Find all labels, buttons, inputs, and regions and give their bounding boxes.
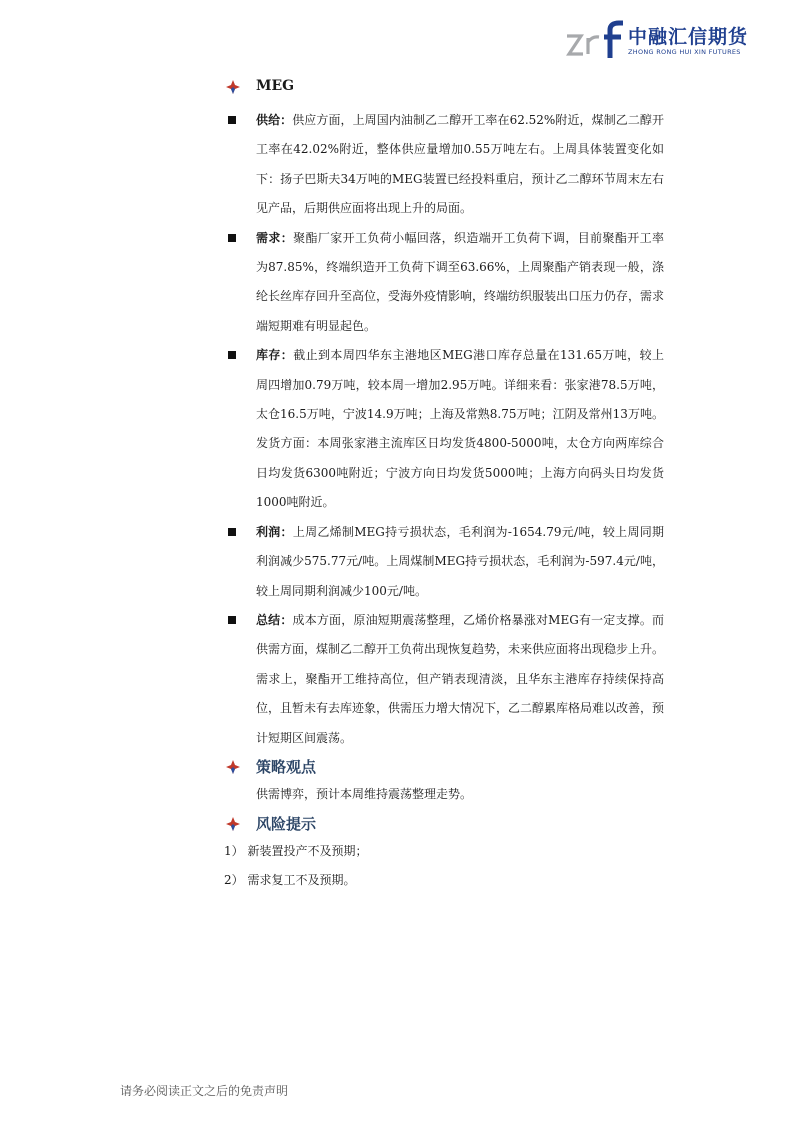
- item-label: 库存：: [256, 348, 294, 363]
- item-label: 总结：: [256, 612, 293, 627]
- item-text: 上周乙烯制MEG持亏损状态，毛利润为-1654.79元/吨，较上周同期利润减少575.77元/吨。上周煤制MEG持亏损状态，毛利润为-597.4元/吨，较上周同期利润减少100元/吨。: [256, 524, 664, 598]
- item-text: 供应方面，上周国内油制乙二醇开工率在62.52%附近，煤制乙二醇开工率在42.02%附近，整体供应量增加0.55万吨左右。上周具体装置变化如下：扬子巴斯夫34万吨的MEG装置已经投料重启，预计乙二醇环节周末左右见产品，后期供应面将出现上升的局面。: [256, 113, 664, 216]
- item-text: 成本方面，原油短期震荡整理，乙烯价格暴涨对MEG有一定支撑。而供需方面，煤制乙二醇开工负荷出现恢复趋势，未来供应面将出现稳步上升。需求上，聚酯开工维持高位，但产销表现清淡，且华东主港库存持续保持高位，且暂未有去库迹象，供需压力增大情况下，乙二醇累库格局难以改善，预计短期区间震荡。: [256, 612, 665, 745]
- company-logo: [566, 20, 756, 62]
- item-label: 供给：: [256, 113, 293, 127]
- disclaimer-footer: 请务必阅读正文之后的免责声明: [120, 1084, 289, 1098]
- item-label: 需求：: [256, 230, 294, 245]
- inventory-item: [224, 341, 664, 517]
- demand-item: [224, 224, 664, 342]
- item-text: 聚酯厂家开工负荷小幅回落，织造端开工负荷下调，目前聚酯开工率为87.85%，终端织造开工负荷下调至63.66%，上周聚酯产销表现一般，涤纶长丝库存回升至高位，受海外疫情影响，终端纺织服装出口压力仍存，需求端短期难有明显起色。: [256, 230, 665, 333]
- report-body: [224, 76, 664, 895]
- logo-chinese-name: 中融汇信期货: [628, 26, 749, 48]
- supply-item: [224, 106, 664, 224]
- square-bullet-icon: [228, 116, 236, 124]
- risk-title: 风险提示: [256, 814, 317, 833]
- risk-text: 需求复工不及预期。: [247, 872, 356, 887]
- logo-english-name: ZHONG RONG HUI XIN FUTURES: [628, 48, 741, 56]
- meg-title: MEG: [256, 78, 295, 94]
- risk-text: 新装置投产不及预期；: [247, 843, 368, 858]
- square-bullet-icon: [228, 351, 236, 359]
- strategy-heading: [224, 756, 664, 780]
- square-bullet-icon: [228, 616, 236, 624]
- profit-item: [224, 518, 664, 606]
- square-bullet-icon: [228, 234, 236, 242]
- strategy-text: 供需博弈，预计本周维持震荡整理走势。: [256, 786, 473, 801]
- item-text: 截止到本周四华东主港地区MEG港口库存总量在131.65万吨，较上周四增加0.79万吨，较本周一增加2.95万吨。详细来看：张家港78.5万吨，太仓16.5万吨，宁波14.9万吨；上海及常熟8.75万吨；江阴及常州13万吨。发货方面：本周张家港主流库区日均发货4800-5000吨，太仓方向两库综合日均发货6300吨附近；宁波方向日均发货5000吨；上海方向码头日均发货1000吨附近。: [256, 348, 664, 510]
- diamond-bullet-icon: [226, 80, 240, 94]
- square-bullet-icon: [228, 528, 236, 536]
- meg-section-heading: [224, 76, 664, 100]
- summary-item: [224, 606, 664, 753]
- strategy-title: 策略观点: [256, 757, 317, 776]
- risk-heading: [224, 813, 664, 837]
- risk-item: [224, 837, 664, 866]
- item-label: 利润：: [256, 524, 293, 539]
- risk-number: 1）: [224, 843, 244, 858]
- diamond-bullet-icon: [226, 817, 240, 831]
- risk-item: [224, 866, 664, 895]
- risk-number: 2）: [224, 872, 244, 887]
- zrf-logo-mark: [566, 20, 628, 62]
- diamond-bullet-icon: [226, 760, 240, 774]
